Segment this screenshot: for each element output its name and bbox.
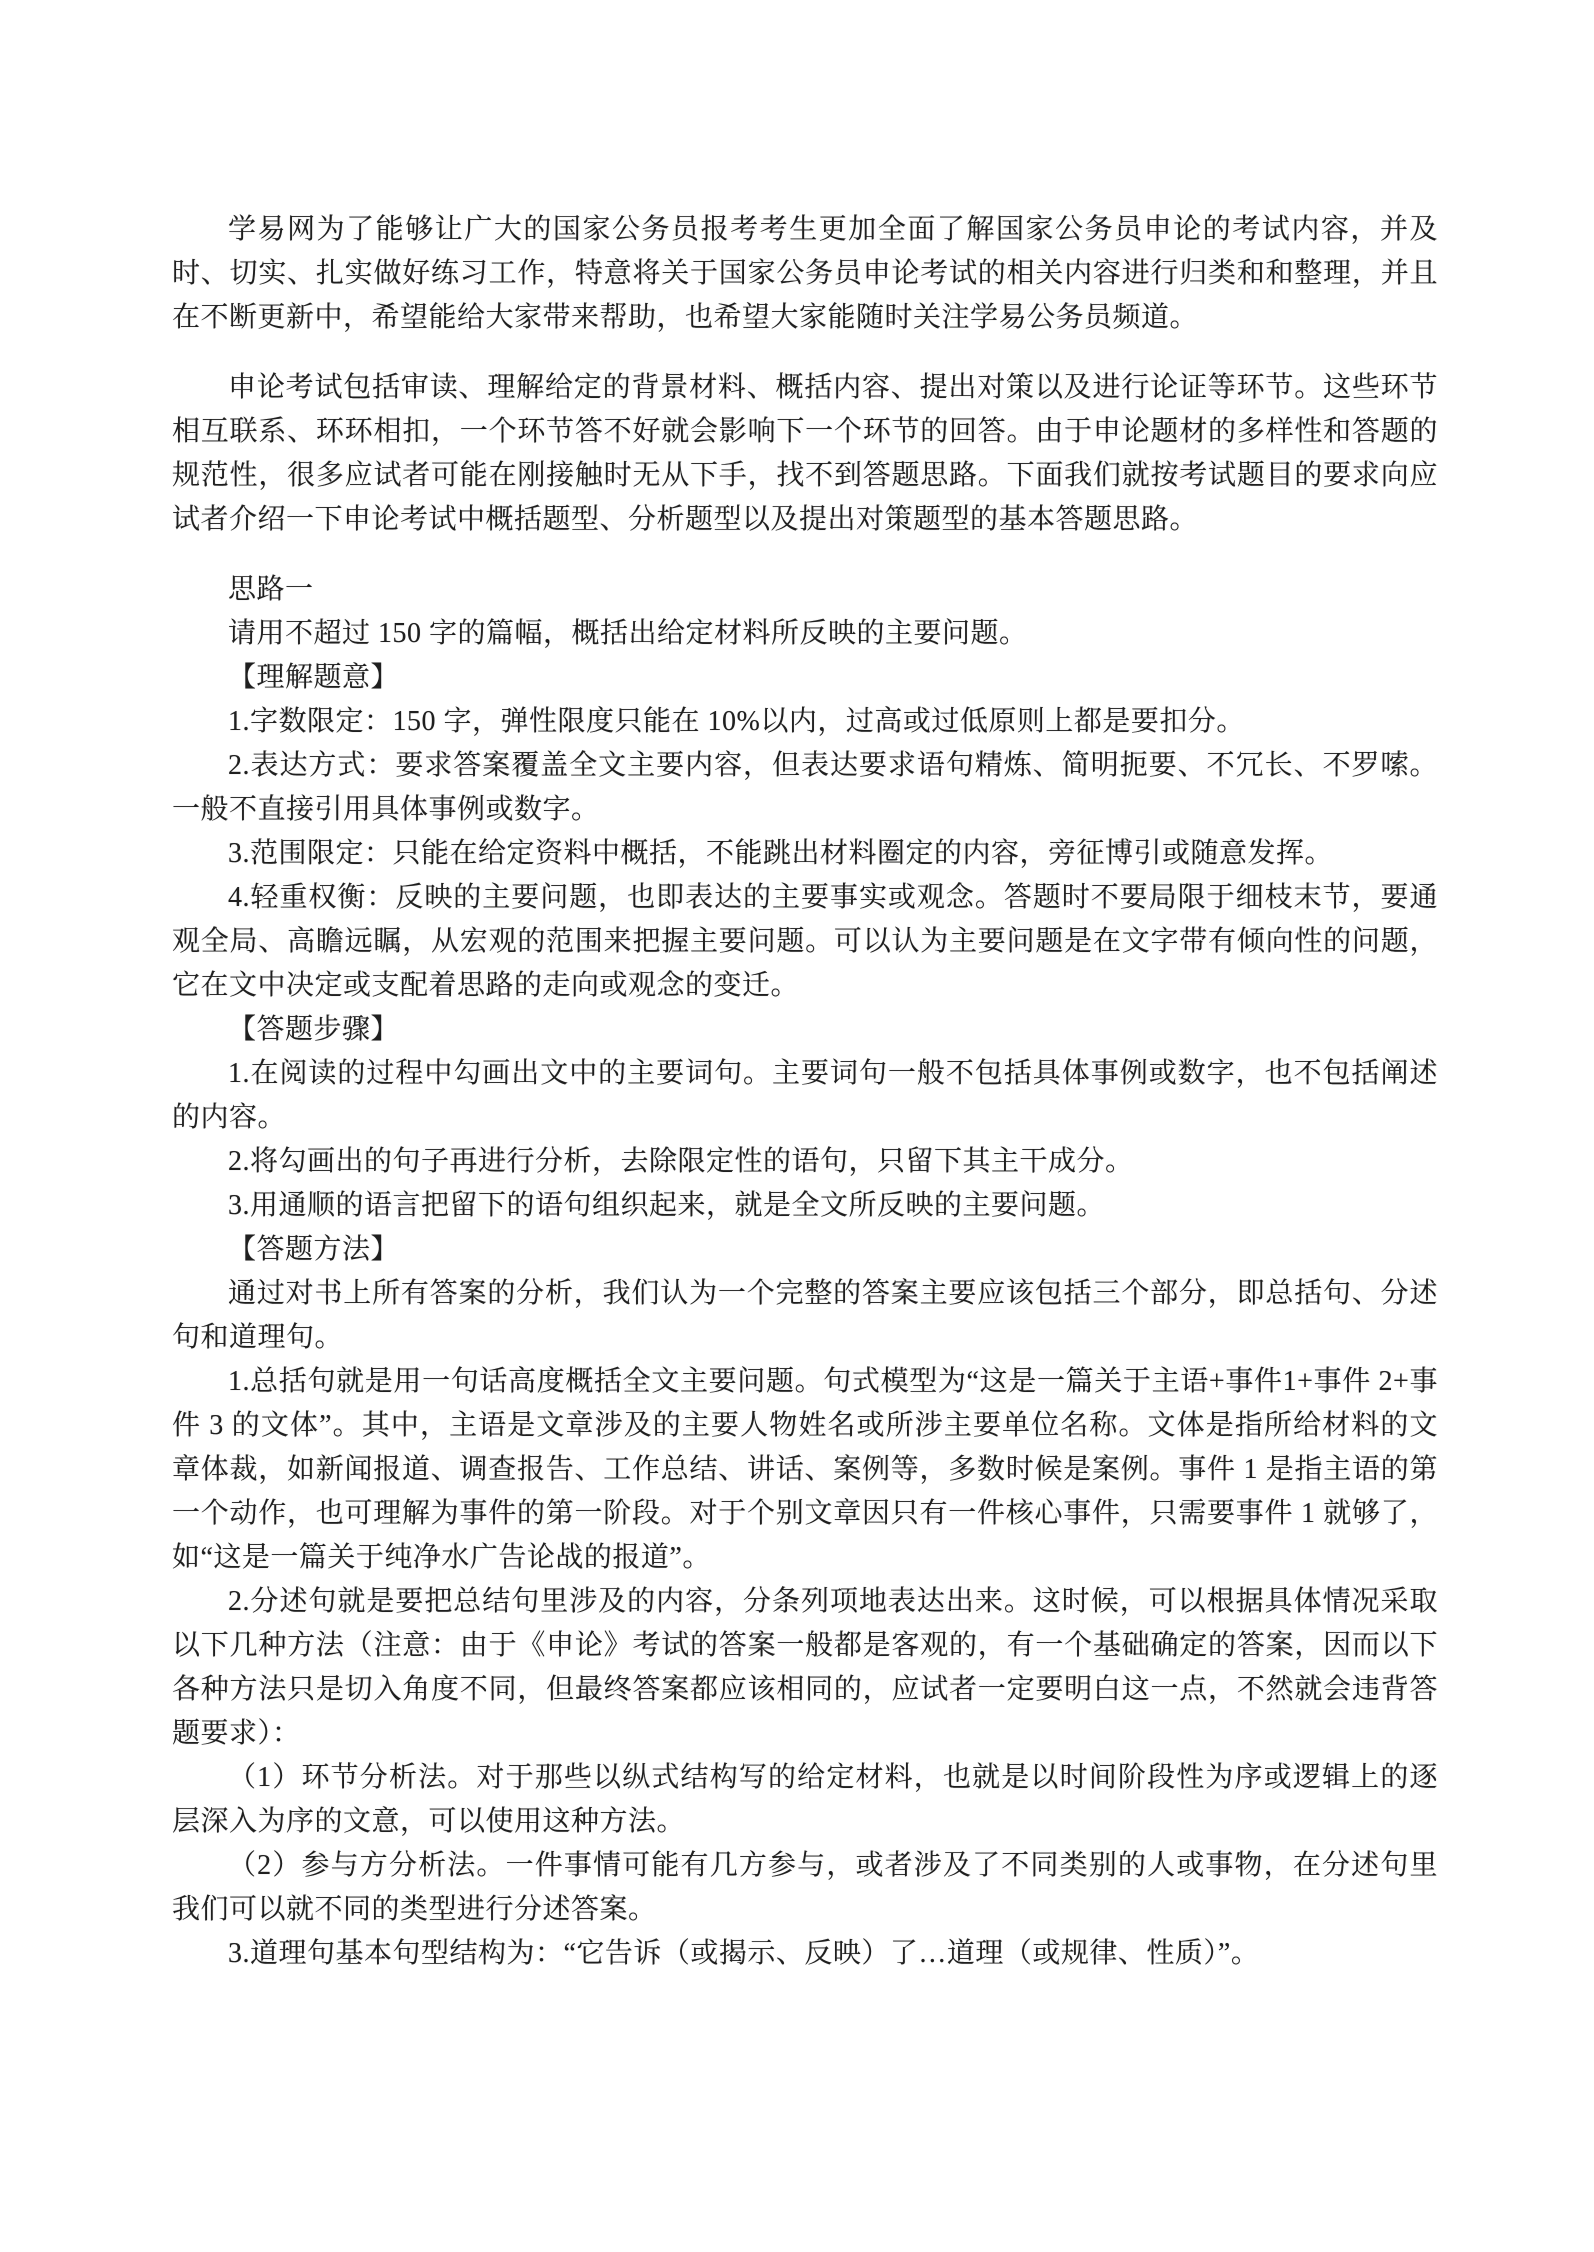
bracket-heading-answer-methods: 【答题方法】: [228, 1234, 400, 1265]
section-title-silu-1: 思路一: [228, 574, 314, 605]
method-item-3-principle-sentence: 3.道理句基本句型结构为：“它告诉（或揭示、反映）了…道理（或规律、性质）”。: [228, 1938, 1260, 1969]
bracket-heading-understand-question: 【理解题意】: [228, 662, 400, 693]
step-item-1: 1.在阅读的过程中勾画出文中的主要词句。主要词句一般不包括具体事例或数字，也不包括阐述的内容。: [172, 1058, 1438, 1133]
method-sub-item-2-participant-analysis: （2）参与方分析法。一件事情可能有几方参与，或者涉及了不同类别的人或事物，在分述句里我们可以就不同的类型进行分述答案。: [172, 1850, 1438, 1925]
understand-item-1-word-limit: 1.字数限定：150 字，弹性限度只能在 10%以内，过高或过低原则上都是要扣分。: [228, 706, 1245, 737]
method-item-2-detail-sentence: 2.分述句就是要把总结句里涉及的内容，分条列项地表达出来。这时候，可以根据具体情况采取以下几种方法（注意：由于《申论》考试的答案一般都是客观的，有一个基础确定的答案，因而以下各种方法只是切入角度不同，但最终答案都应该相同的，应试者一定要明白这一点，不然就会违背答题要求）：: [172, 1586, 1438, 1749]
method-sub-item-1-link-analysis: （1）环节分析法。对于那些以纵式结构写的给定材料，也就是以时间阶段性为序或逻辑上的逐层深入为序的文意，可以使用这种方法。: [172, 1762, 1438, 1837]
methods-overview: 通过对书上所有答案的分析，我们认为一个完整的答案主要应该包括三个部分，即总括句、分述句和道理句。: [172, 1278, 1438, 1353]
understand-item-4-weighing: 4.轻重权衡：反映的主要问题，也即表达的主要事实或观念。答题时不要局限于细枝末节，要通观全局、高瞻远瞩，从宏观的范围来把握主要问题。可以认为主要问题是在文字带有倾向性的问题，它在文中决定或支配着思路的走向或观念的变迁。: [172, 882, 1438, 1001]
intro-paragraph-1: 学易网为了能够让广大的国家公务员报考考生更加全面了解国家公务员申论的考试内容，并及时、切实、扎实做好练习工作，特意将关于国家公务员申论考试的相关内容进行归类和和整理，并且在不断更新中，希望能给大家带来帮助，也希望大家能随时关注学易公务员频道。: [172, 214, 1438, 333]
bracket-heading-answer-steps: 【答题步骤】: [228, 1014, 400, 1045]
intro-paragraph-2: 申论考试包括审读、理解给定的背景材料、概括内容、提出对策以及进行论证等环节。这些环节相互联系、环环相扣，一个环节答不好就会影响下一个环节的回答。由于申论题材的多样性和答题的规范性，很多应试者可能在刚接触时无从下手，找不到答题思路。下面我们就按考试题目的要求向应试者介绍一下申论考试中概括题型、分析题型以及提出对策题型的基本答题思路。: [172, 372, 1438, 535]
understand-item-3-scope: 3.范围限定：只能在给定资料中概括，不能跳出材料圈定的内容，旁征博引或随意发挥。: [228, 838, 1334, 869]
article-body: [172, 208, 1438, 1976]
step-item-3: 3.用通顺的语言把留下的语句组织起来，就是全文所反映的主要问题。: [228, 1190, 1106, 1221]
step-item-2: 2.将勾画出的句子再进行分析，去除限定性的语句，只留下其主干成分。: [228, 1146, 1134, 1177]
task-statement: 请用不超过 150 字的篇幅，概括出给定材料所反映的主要问题。: [228, 618, 1028, 649]
understand-item-2-expression: 2.表达方式：要求答案覆盖全文主要内容，但表达要求语句精炼、简明扼要、不冗长、不罗嗦。一般不直接引用具体事例或数字。: [172, 750, 1438, 825]
method-item-1-summary-sentence: 1.总括句就是用一句话高度概括全文主要问题。句式模型为“这是一篇关于主语+事件1+事件 2+事件 3 的文体”。其中，主语是文章涉及的主要人物姓名或所涉主要单位名称。文体是指所给材料的文章体裁，如新闻报道、调查报告、工作总结、讲话、案例等，多数时候是案例。事件 1 是指主语的第一个动作，也可理解为事件的第一阶段。对于个别文章因只有一件核心事件，只需要事件 1 就够了，如“这是一篇关于纯净水广告论战的报道”。: [172, 1366, 1438, 1573]
